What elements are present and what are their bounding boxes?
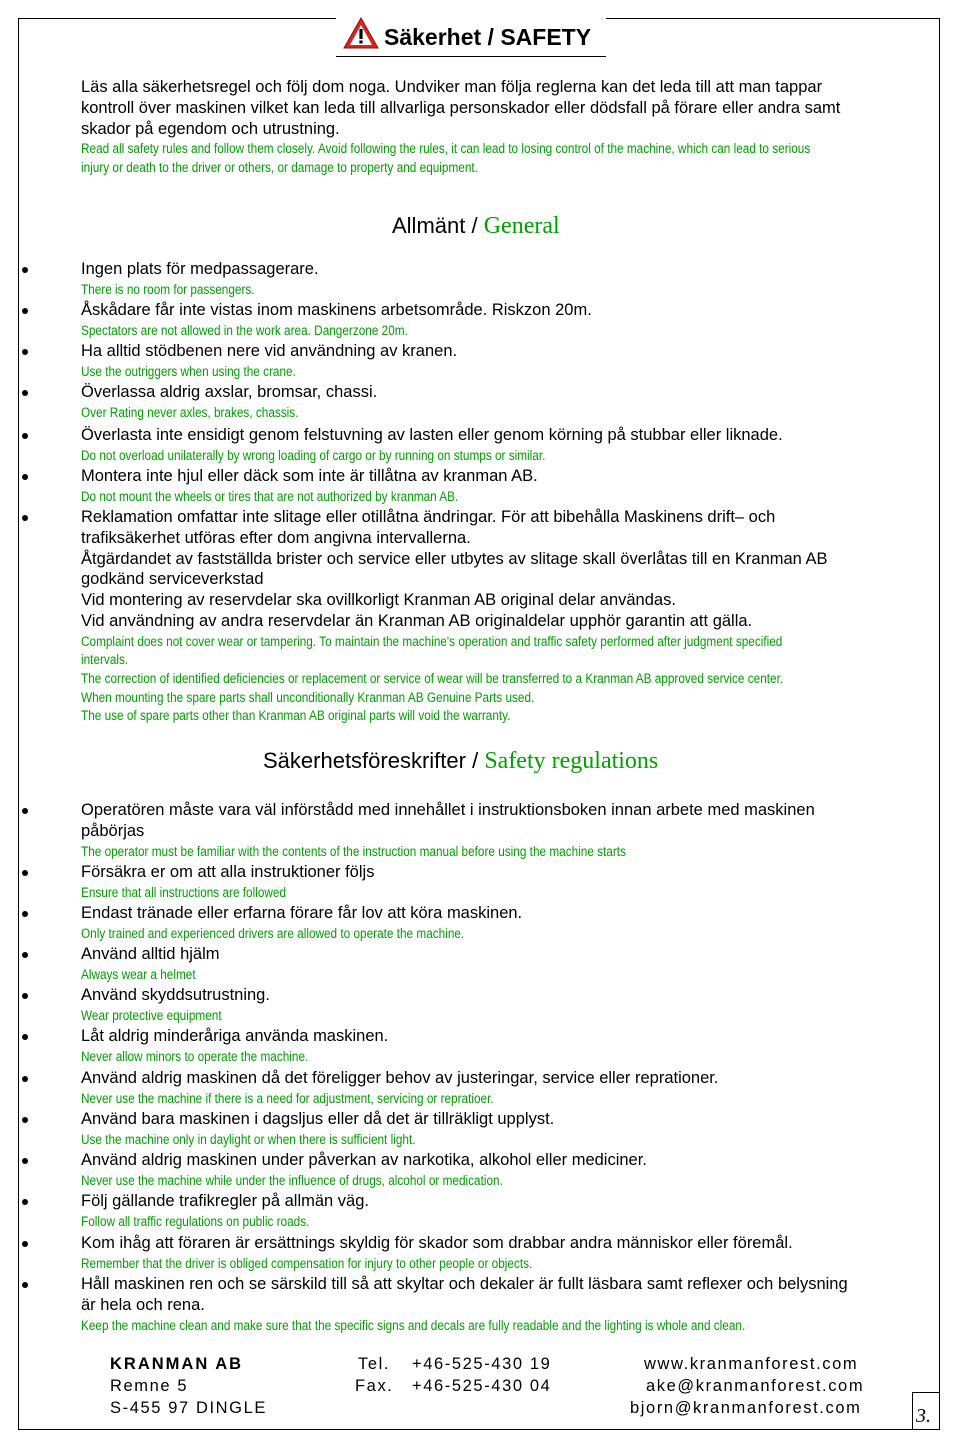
- list-item-en: Never use the machine while under the influence of drugs, alcohol or medication.: [81, 1172, 503, 1188]
- list-item-en: Use the outriggers when using the crane.: [81, 363, 296, 379]
- page-title: Säkerhet / SAFETY: [384, 24, 592, 50]
- list-item-en: Follow all traffic regulations on public roads.: [81, 1213, 310, 1229]
- list-item-en: Do not overload unilaterally by wrong loading of cargo or by running on stumps or similar.: [81, 447, 546, 463]
- footer-postal: S-455 97 DINGLE: [110, 1399, 267, 1417]
- list-item-sv: Låt aldrig minderåriga använda maskinen.: [81, 1027, 389, 1045]
- list-item-en: The operator must be familiar with the contents of the instruction manual before using the machine starts: [81, 843, 626, 859]
- list-item-sv: trafiksäkerhet utföras efter dom angivna intervallerna.: [81, 528, 471, 547]
- bullet-icon: [22, 1076, 28, 1082]
- list-item-sv: Överlassa aldrig axslar, bromsar, chassi.: [81, 383, 378, 401]
- list-item-en: Keep the machine clean and make sure that the specific signs and decals are fully readable and the lighting is whole and clean.: [81, 1317, 746, 1333]
- list-item-en: Always wear a helmet: [81, 966, 196, 982]
- footer-street: Remne 5: [110, 1377, 189, 1395]
- list-item-en: Never allow minors to operate the machine.: [81, 1048, 309, 1064]
- footer-tel-label: Tel.: [358, 1355, 391, 1373]
- list-item-sv: Åtgärdandet av fastställda brister och service eller utbytes av slitage skall överlåtas till en Kranman AB: [81, 549, 828, 568]
- list-item-sv: Använd aldrig maskinen under påverkan av narkotika, alkohol eller mediciner.: [81, 1151, 647, 1169]
- bullet-icon: [22, 952, 28, 958]
- bullet-icon: [22, 1117, 28, 1123]
- intro-text-sv: kontroll över maskinen vilket kan leda till allvarliga personskador eller dödsfall på förare eller andra samt: [81, 99, 841, 117]
- section-title-general-sv: Allmänt /: [392, 213, 484, 238]
- list-item-sv: Montera inte hjul eller däck som inte är tillåtna av kranman AB.: [81, 467, 538, 485]
- list-item-sv: Försäkra er om att alla instruktioner följs: [81, 863, 375, 881]
- list-item-sv: Endast tränade eller erfarna förare får lov att köra maskinen.: [81, 904, 523, 922]
- list-item-en: Spectators are not allowed in the work area. Dangerzone 20m.: [81, 322, 408, 338]
- page-number: 3.: [916, 1405, 931, 1427]
- footer-email-link-2[interactable]: bjorn@kranmanforest.com: [630, 1399, 862, 1417]
- list-item-sv: Använd aldrig maskinen då det föreligger behov av justeringar, service eller reprationer.: [81, 1069, 719, 1087]
- footer-website-link[interactable]: www.kranmanforest.com: [644, 1355, 859, 1373]
- warning-triangle-icon: [342, 16, 380, 50]
- list-item-en: Remember that the driver is obliged compensation for injury to other people or objects.: [81, 1255, 533, 1271]
- footer-email-link[interactable]: ake@kranmanforest.com: [646, 1377, 865, 1395]
- list-item-en: Over Rating never axles, brakes, chassis.: [81, 404, 299, 420]
- intro-text-sv: Läs alla säkerhetsregel och följ dom noga. Undviker man följa reglerna kan det leda till att man tappar: [81, 78, 823, 96]
- list-item-en: The correction of identified deficiencies or replacement or service of wear will be transferred to a Kranman AB approved service center.: [81, 671, 784, 686]
- list-item-sv: Vid montering av reservdelar ska ovillkorligt Kranman AB original delar användas.: [81, 591, 676, 610]
- list-item-en: Use the machine only in daylight or when there is sufficient light.: [81, 1131, 416, 1147]
- list-item-en: Complaint does not cover wear or tampering. To maintain the machine's operation and traffic safety performed after judgment specified: [81, 633, 783, 649]
- bullet-icon: [22, 911, 28, 917]
- intro-text-sv: skador på egendom och utrustning.: [81, 120, 340, 138]
- list-item-en: Do not mount the wheels or tires that are not authorized by kranman AB.: [81, 488, 459, 504]
- list-item-sv: Använd alltid hjälm: [81, 945, 220, 963]
- bullet-icon: [22, 308, 28, 314]
- section-title-safety: [263, 748, 658, 775]
- footer-fax: +46-525-430 04: [412, 1377, 552, 1395]
- list-item-sv: godkänd serviceverkstad: [81, 570, 264, 589]
- bullet-icon: [22, 1282, 28, 1288]
- list-item-sv: Använd skyddsutrustning.: [81, 986, 270, 1004]
- list-item-en: Never use the machine if there is a need for adjustment, servicing or repratioer.: [81, 1090, 494, 1106]
- list-item-en: There is no room for passengers.: [81, 281, 255, 297]
- list-item-sv: Operatören måste vara väl införstådd med innehållet i instruktionsboken innan arbete med maskinen: [81, 801, 815, 819]
- list-item-en: When mounting the spare parts shall unconditionally Kranman AB Genuine Parts used.: [81, 689, 535, 705]
- section-title-safety-en: Safety regulations: [484, 748, 659, 774]
- list-item-en: intervals.: [81, 652, 129, 668]
- bullet-icon: [22, 1034, 28, 1040]
- list-item-en: Wear protective equipment: [81, 1007, 222, 1023]
- intro-text-en: Read all safety rules and follow them closely. Avoid following the rules, it can lead to losing control of the machine, which can lead to serious: [81, 141, 811, 156]
- footer-tel: +46-525-430 19: [412, 1355, 552, 1373]
- section-title-general-en: General: [483, 213, 560, 239]
- intro-text-en: injury or death to the driver or others, or damage to property and equipment.: [81, 160, 478, 175]
- list-item-en: Ensure that all instructions are followed: [81, 884, 287, 900]
- list-item-sv: Åskådare får inte vistas inom maskinens arbetsområde. Riskzon 20m.: [81, 301, 592, 319]
- list-item-sv: Vid användning av andra reservdelar än Kranman AB originaldelar upphör garantin att gälla.: [81, 612, 753, 630]
- bullet-icon: [22, 433, 28, 439]
- bullet-icon: [22, 1241, 28, 1247]
- bullet-icon: [22, 1158, 28, 1164]
- bullet-icon: [22, 390, 28, 396]
- list-item-sv: är hela och rena.: [81, 1295, 205, 1314]
- bullet-icon: [22, 993, 28, 999]
- bullet-icon: [22, 349, 28, 355]
- list-item-sv: Reklamation omfattar inte slitage eller otillåtna ändringar. För att bibehålla Maskinens drift– och: [81, 508, 776, 526]
- bullet-icon: [22, 515, 28, 521]
- list-item-sv: Använd bara maskinen i dagsljus eller då det är tillräkligt upplyst.: [81, 1110, 555, 1128]
- bullet-icon: [22, 267, 28, 273]
- footer-company: KRANMAN AB: [110, 1355, 244, 1373]
- bullet-icon: [22, 474, 28, 480]
- list-item-sv: Överlasta inte ensidigt genom felstuvning av lasten eller genom körning på stubbar eller liknade.: [81, 426, 783, 444]
- bullet-icon: [22, 808, 28, 814]
- list-item-sv: Ha alltid stödbenen nere vid användning av kranen.: [81, 342, 458, 360]
- list-item-sv: Ingen plats för medpassagerare.: [81, 260, 319, 278]
- bullet-icon: [22, 870, 28, 876]
- section-title-general: [392, 213, 560, 240]
- section-title-safety-sv: Säkerhetsföreskrifter /: [263, 748, 485, 773]
- page-number-box: [912, 1392, 940, 1430]
- list-item-sv: Håll maskinen ren och se särskild till så att skyltar och dekaler är fullt läsbara samt reflexer och belysning: [81, 1275, 848, 1293]
- list-item-sv: Kom ihåg att föraren är ersättnings skyldig för skador som drabbar andra människor eller föremål.: [81, 1234, 793, 1252]
- footer-fax-label: Fax.: [355, 1377, 394, 1395]
- bullet-icon: [22, 1199, 28, 1205]
- list-item-sv: påbörjas: [81, 821, 145, 840]
- list-item-en: Only trained and experienced drivers are allowed to operate the machine.: [81, 925, 465, 941]
- list-item-en: The use of spare parts other than Kranman AB original parts will void the warranty.: [81, 708, 511, 724]
- list-item-sv: Följ gällande trafikregler på allmän väg.: [81, 1192, 369, 1210]
